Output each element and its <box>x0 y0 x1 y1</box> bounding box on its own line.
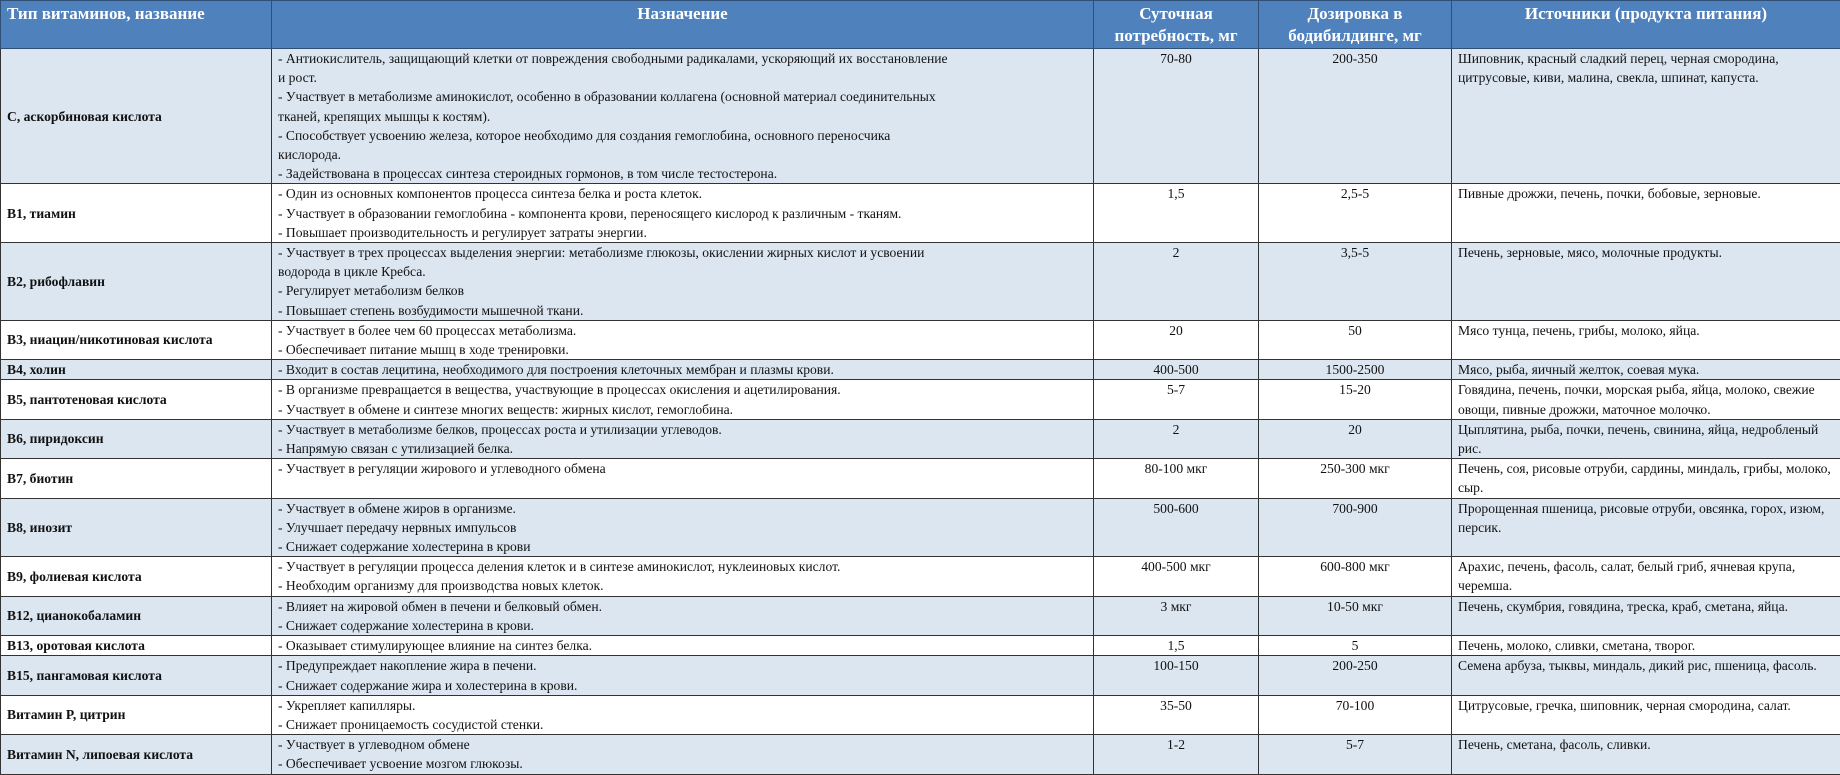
purpose-cell <box>272 557 1094 596</box>
table-header <box>1 1 1840 49</box>
table-row <box>1 735 1840 774</box>
purpose-line: - Необходим организму для производства новых клеток. <box>278 576 1087 595</box>
purpose-line: - Предупреждает накопление жира в печени. <box>278 656 1087 675</box>
dosage-cell: 50 <box>1259 320 1452 359</box>
food-sources-cell: Печень, сметана, фасоль, сливки. <box>1452 735 1840 774</box>
daily-need-cell: 2 <box>1094 419 1259 458</box>
dosage-cell: 250-300 мкг <box>1259 459 1452 498</box>
dosage-cell: 15-20 <box>1259 380 1452 419</box>
vitamin-name-cell: Витамин N, липоевая кислота <box>1 735 272 774</box>
header-bodybuilding-dosage: Дозировка в бодибилдинге, мг <box>1259 1 1452 49</box>
purpose-line: - Участвует в углеводном обмене <box>278 735 1087 754</box>
header-row <box>1 1 1840 49</box>
purpose-line: - Снижает содержание холестерина в крови. <box>278 616 1087 635</box>
dosage-cell: 1500-2500 <box>1259 360 1452 380</box>
daily-need-cell: 1,5 <box>1094 636 1259 656</box>
table-row <box>1 184 1840 243</box>
purpose-line: - Регулирует метаболизм белков <box>278 281 1087 300</box>
daily-need-cell: 35-50 <box>1094 695 1259 734</box>
table-row <box>1 380 1840 419</box>
purpose-cell <box>272 459 1094 498</box>
daily-need-cell: 1-2 <box>1094 735 1259 774</box>
header-purpose: Назначение <box>272 1 1094 49</box>
purpose-line: и рост. <box>278 68 1087 87</box>
daily-need-cell: 400-500 мкг <box>1094 557 1259 596</box>
purpose-line: - Обеспечивает усвоение мозгом глюкозы. <box>278 754 1087 773</box>
dosage-cell: 5-7 <box>1259 735 1452 774</box>
food-sources-cell: Пивные дрожжи, печень, почки, бобовые, зерновые. <box>1452 184 1840 243</box>
purpose-cell <box>272 184 1094 243</box>
vitamin-name-cell: B5, пантотеновая кислота <box>1 380 272 419</box>
purpose-line: - Снижает содержание холестерина в крови <box>278 537 1087 556</box>
purpose-line: - Входит в состав лецитина, необходимого для построения клеточных мембран и плазмы крови. <box>278 360 1087 379</box>
purpose-cell <box>272 360 1094 380</box>
purpose-line: - Один из основных компонентов процесса синтеза белка и роста клеток. <box>278 184 1087 203</box>
purpose-cell <box>272 695 1094 734</box>
food-sources-cell: Шиповник, красный сладкий перец, черная смородина, цитрусовые, киви, малина, свекла, шпинат, капуста. <box>1452 49 1840 184</box>
dosage-cell: 5 <box>1259 636 1452 656</box>
purpose-line: - Влияет на жировой обмен в печени и белковый обмен. <box>278 597 1087 616</box>
vitamin-name-cell: B7, биотин <box>1 459 272 498</box>
purpose-cell <box>272 243 1094 321</box>
purpose-cell <box>272 596 1094 635</box>
food-sources-cell: Цыплятина, рыба, почки, печень, свинина, яйца, недробленый рис. <box>1452 419 1840 458</box>
food-sources-cell: Мясо тунца, печень, грибы, молоко, яйца. <box>1452 320 1840 359</box>
purpose-line: - Антиокислитель, защищающий клетки от повреждения свободными радикалами, ускоряющий их восстановление <box>278 49 1087 68</box>
purpose-line: - Повышает производительность и регулирует затраты энергии. <box>278 223 1087 242</box>
daily-need-cell: 1,5 <box>1094 184 1259 243</box>
vitamin-name-cell: B8, инозит <box>1 498 272 557</box>
purpose-line: - Способствует усвоению железа, которое необходимо для создания гемоглобина, основного переносчика <box>278 126 1087 145</box>
purpose-line: - Участвует в регуляции процесса деления клеток и в синтезе аминокислот, нуклеиновых кислот. <box>278 557 1087 576</box>
daily-need-cell: 100-150 <box>1094 656 1259 695</box>
dosage-cell: 10-50 мкг <box>1259 596 1452 635</box>
table-row <box>1 695 1840 734</box>
purpose-line: - В организме превращается в вещества, участвующие в процессах окисления и ацетилирования. <box>278 380 1087 399</box>
vitamin-name-cell: C, аскорбиновая кислота <box>1 49 272 184</box>
purpose-cell <box>272 735 1094 774</box>
dosage-cell: 70-100 <box>1259 695 1452 734</box>
dosage-cell: 3,5-5 <box>1259 243 1452 321</box>
purpose-line: - Повышает степень возбудимости мышечной ткани. <box>278 301 1087 320</box>
table-row <box>1 243 1840 321</box>
purpose-cell <box>272 419 1094 458</box>
purpose-line: кислорода. <box>278 145 1087 164</box>
purpose-cell <box>272 320 1094 359</box>
food-sources-cell: Семена арбуза, тыквы, миндаль, дикий рис, пшеница, фасоль. <box>1452 656 1840 695</box>
purpose-cell <box>272 636 1094 656</box>
food-sources-cell: Арахис, печень, фасоль, салат, белый гриб, ячневая крупа, черемша. <box>1452 557 1840 596</box>
purpose-line: - Участвует в метаболизме белков, процессах роста и утилизации углеводов. <box>278 420 1087 439</box>
purpose-line: - Улучшает передачу нервных импульсов <box>278 518 1087 537</box>
daily-need-cell: 80-100 мкг <box>1094 459 1259 498</box>
daily-need-cell: 2 <box>1094 243 1259 321</box>
header-food-sources: Источники (продукта питания) <box>1452 1 1840 49</box>
purpose-line: тканей, крепящих мышцы к костям). <box>278 107 1087 126</box>
table-row <box>1 557 1840 596</box>
food-sources-cell: Печень, соя, рисовые отруби, сардины, миндаль, грибы, молоко, сыр. <box>1452 459 1840 498</box>
purpose-line: - Участвует в трех процессах выделения энергии: метаболизме глюкозы, окислении жирных кислот и усвоении <box>278 243 1087 262</box>
purpose-line: - Оказывает стимулирующее влияние на синтез белка. <box>278 636 1087 655</box>
table-row <box>1 656 1840 695</box>
food-sources-cell: Говядина, печень, почки, морская рыба, яйца, молоко, свежие овощи, пивные дрожжи, маточное молочко. <box>1452 380 1840 419</box>
purpose-line: - Снижает содержание жира и холестерина в крови. <box>278 676 1087 695</box>
vitamin-name-cell: B3, ниацин/никотиновая кислота <box>1 320 272 359</box>
purpose-line: - Участвует в обмене жиров в организме. <box>278 499 1087 518</box>
dosage-cell: 20 <box>1259 419 1452 458</box>
food-sources-cell: Печень, зерновые, мясо, молочные продукты. <box>1452 243 1840 321</box>
table-row <box>1 49 1840 184</box>
dosage-cell: 2,5-5 <box>1259 184 1452 243</box>
purpose-line: - Напрямую связан с утилизацией белка. <box>278 439 1087 458</box>
purpose-line: - Участвует в регуляции жирового и углеводного обмена <box>278 459 1087 478</box>
table-row <box>1 459 1840 498</box>
purpose-line: - Участвует в более чем 60 процессах метаболизма. <box>278 321 1087 340</box>
vitamin-name-cell: B2, рибофлавин <box>1 243 272 321</box>
header-daily-need: Суточная потребность, мг <box>1094 1 1259 49</box>
purpose-line: водорода в цикле Кребса. <box>278 262 1087 281</box>
food-sources-cell: Цитрусовые, гречка, шиповник, черная смородина, салат. <box>1452 695 1840 734</box>
vitamin-name-cell: B12, цианокобаламин <box>1 596 272 635</box>
table-row <box>1 596 1840 635</box>
dosage-cell: 200-250 <box>1259 656 1452 695</box>
purpose-line: - Участвует в метаболизме аминокислот, особенно в образовании коллагена (основной материал соединительных <box>278 87 1087 106</box>
dosage-cell: 600-800 мкг <box>1259 557 1452 596</box>
table-body <box>1 49 1840 775</box>
purpose-line: - Задействована в процессах синтеза стероидных гормонов, в том числе тестостерона. <box>278 164 1087 183</box>
purpose-line: - Участвует в образовании гемоглобина - компонента крови, переносящего кислород к различным - тканям. <box>278 204 1087 223</box>
purpose-cell <box>272 498 1094 557</box>
daily-need-cell: 400-500 <box>1094 360 1259 380</box>
dosage-cell: 700-900 <box>1259 498 1452 557</box>
purpose-cell <box>272 656 1094 695</box>
table-row <box>1 419 1840 458</box>
vitamin-name-cell: Витамин P, цитрин <box>1 695 272 734</box>
vitamin-name-cell: B15, пангамовая кислота <box>1 656 272 695</box>
purpose-cell <box>272 380 1094 419</box>
food-sources-cell: Печень, скумбрия, говядина, треска, краб, сметана, яйца. <box>1452 596 1840 635</box>
vitamin-name-cell: B1, тиамин <box>1 184 272 243</box>
daily-need-cell: 5-7 <box>1094 380 1259 419</box>
purpose-line: - Укрепляет капилляры. <box>278 696 1087 715</box>
table-row <box>1 360 1840 380</box>
daily-need-cell: 20 <box>1094 320 1259 359</box>
purpose-line: - Участвует в обмене и синтезе многих веществ: жирных кислот, гемоглобина. <box>278 400 1087 419</box>
vitamin-name-cell: B13, оротовая кислота <box>1 636 272 656</box>
food-sources-cell: Печень, молоко, сливки, сметана, творог. <box>1452 636 1840 656</box>
food-sources-cell: Пророщенная пшеница, рисовые отруби, овсянка, горох, изюм, персик. <box>1452 498 1840 557</box>
vitamin-name-cell: B4, холин <box>1 360 272 380</box>
purpose-cell <box>272 49 1094 184</box>
food-sources-cell: Мясо, рыба, яичный желток, соевая мука. <box>1452 360 1840 380</box>
daily-need-cell: 70-80 <box>1094 49 1259 184</box>
vitamin-name-cell: B9, фолиевая кислота <box>1 557 272 596</box>
purpose-line: - Снижает проницаемость сосудистой стенки. <box>278 715 1087 734</box>
vitamin-name-cell: B6, пиридоксин <box>1 419 272 458</box>
dosage-cell: 200-350 <box>1259 49 1452 184</box>
daily-need-cell: 3 мкг <box>1094 596 1259 635</box>
header-vitamin-name: Тип витаминов, название <box>1 1 272 49</box>
table-row <box>1 636 1840 656</box>
daily-need-cell: 500-600 <box>1094 498 1259 557</box>
table-row <box>1 320 1840 359</box>
table-row <box>1 498 1840 557</box>
purpose-line: - Обеспечивает питание мышц в ходе тренировки. <box>278 340 1087 359</box>
